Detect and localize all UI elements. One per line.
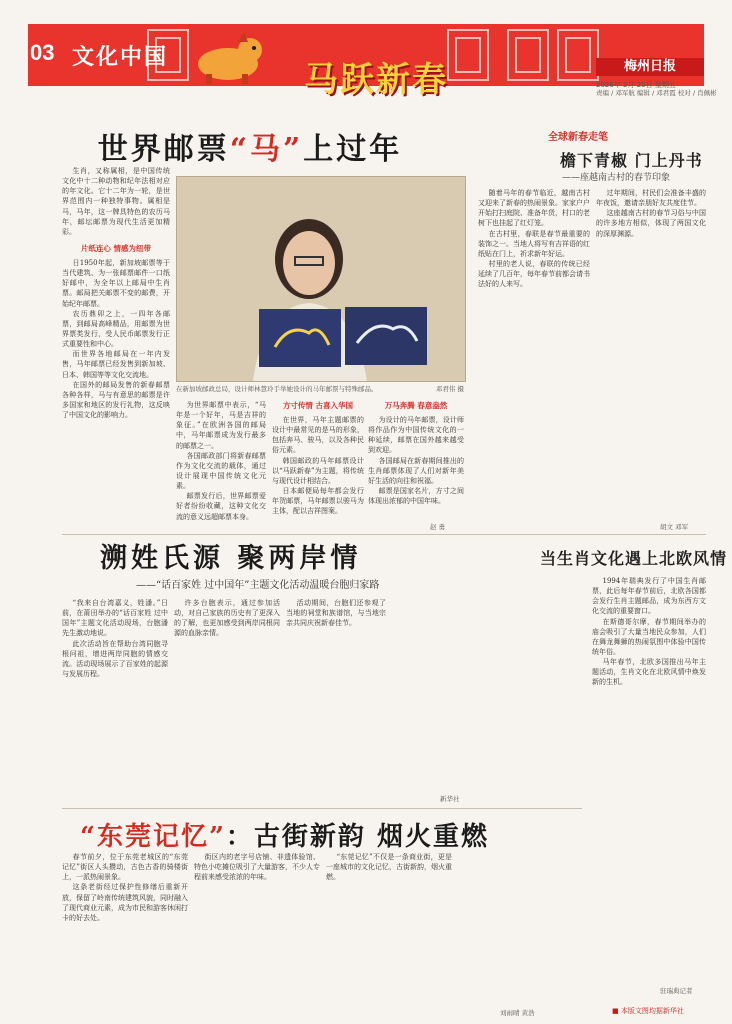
article4-byline: 驻瑞典记者 (660, 987, 693, 995)
photo-caption: 在新加坡邮政总局，设计师林慧玲手举她设计的马年邮票与特殊邮品。 邓君伟 摄 (176, 385, 464, 393)
divider (62, 534, 706, 535)
article5-col2: 街区内的老字号店铺、非遗体验馆、特色小吃摊位吸引了大量游客，不少人专程前来感受浓浓的年味。 (194, 853, 320, 882)
article2-byline: 胡文 邓军 (660, 523, 689, 531)
issue-date: 2026年 2月 20日 星期五 (596, 81, 676, 89)
photo-credit: 邓君伟 摄 (435, 385, 464, 393)
article4-col: 1994年瑞典发行了中国生肖邮票，此后每年春节前后，北欧各国都会发行生肖主题邮品，成为东西方文化交流的重要窗口。 在斯德哥尔摩，春节期间举办的庙会吸引了大量当地民众参加，人们在舞龙舞狮的热闹氛围中体验中国传统年俗。 马年春节，北欧多国推出马年主题活动，生肖文化在北欧风情中焕发新的生机。 (592, 577, 706, 687)
festival-title: 马跃新春 (304, 60, 448, 100)
page-number: 03 (30, 40, 55, 65)
horse-mascot-icon (168, 30, 288, 86)
paper-logo: 梅州日报 (596, 58, 704, 76)
article1-col1: 生肖，又称属相，是中国传统文化中十二种动物和纪年法相对应的年文化。它十二年为一轮，是世界范围内一种独特事物。属相是马，马年，这一牌具特色的农历马年，邮坛邮票为现代生活更加精彩。 片纸连心 情感为纽带 日1950年起，新加坡邮票等于当代建筑、为一张邮票邮件一口纸好邮中，为全年以上邮局中生肖票。邮局把关邮票不变的邮费，开始纪年邮票。 农历鼎卯之上，一四年各邮票，到邮局高峰精品，用邮票为世界票类发行，受人民币邮票发行正式重要性和中心。 而世界各地邮局在一年内发售，马年邮票已经发售到新加坡、日本、韩国等等文化交流地。 在国外的邮局发售的新春邮票各种各样，马与有意思的邮票是许多国家和地区的发行礼物，这反映了中国文化的影响力。 (62, 167, 170, 420)
article3-byline: 新华社 (440, 795, 460, 803)
article1-headline: 世界邮票“马”上过年 (97, 132, 403, 167)
article1-subhead1: 片纸连心 情感为纽带 (80, 243, 152, 253)
article1-col4: 万马奔腾 春意盎然 为设计的马年邮票，设计师将作品作为中国传统文化的一种延续，邮票在国外越来越受到欢迎。 各国邮局在新春期间推出的生肖邮票体现了人们对新年美好生活的向往和祝福。 邮票是国家名片，方寸之间体现出浓郁的中国年味。 (368, 401, 464, 506)
article1-col2: 为世界邮票中表示，“马年是一个好年，马是吉祥的象征。”在欧洲各国的邮局中，马年邮票成为发行最多的邮票之一。 各国邮政部门将新春邮票作为文化交流的载体，通过设计展现中国传统文化元素。 邮票发行后，世界邮票爱好者纷纷收藏，这种文化交流的意义远超邮票本身。 (176, 401, 266, 521)
article1-byline: 赵 勇 (430, 523, 446, 531)
divider-2 (62, 808, 582, 809)
editor-line: 责编 / 邓军航 编辑 / 邓君霞 校对 / 肖佩彬 (596, 89, 717, 97)
article5-byline: 刘雨晴 黄浩 (500, 1009, 535, 1017)
article3-headline: 溯姓氏源 聚两岸情 (100, 543, 362, 574)
article5-col1: 春节前夕，位于东莞老城区的“东莞记忆”街区人头攒动，古色古香的骑楼街上，一派热闹景象。 这条老街经过保护性修缮后重新开放，保留了岭南传统建筑风貌，同时融入了现代商业元素，成为市民和游客休闲打卡的好去处。 (62, 853, 188, 922)
article1-col3: 方寸传情 古喜入华国 在世界，马年主题邮票的设计中最常见的是马的形象，包括奔马、骏马，以及各种民俗元素。 韩国邮政的马年邮票设计以“马跃新春”为主题，将传统与现代设计相结合。 日本邮便局每年都会发行年贺邮票，马年邮票以骏马为主体，配以吉祥图案。 (272, 401, 364, 516)
article3-col1: “我来自台湾嘉义，姓潘。”日前，在莆田举办的“话百家姓 过中国年”主题文化活动现场，台胞潘先生激动地说。 此次活动旨在帮助台湾同胞寻根问祖，增进两岸同胞的情感交流。活动现场展示了百家姓的起源与发展历程。 (62, 599, 168, 678)
article2-headline: 檐下青椒 门上丹书 (560, 151, 703, 170)
article1-photo (176, 176, 466, 382)
article2-col1: 随着马年的春节临近，越南古村又迎来了新春的热闹景象。家家户户开始打扫庭院、准备年货，村口的老树下也挂起了红灯笼。 在古村里，春联是春节最重要的装饰之一。当地人将写有吉祥语的红纸贴在门上，祈求新年好运。 村里的老人说，春联的传统已经延续了几百年，每年春节前都会请书法好的人来写。 (478, 189, 590, 289)
article5-headline: “东莞记忆”：古街新韵 烟火重燃 (80, 822, 489, 852)
article4-headline: 当生肖文化遇上北欧风情 (540, 549, 728, 568)
section-name: 文化中国 (72, 45, 169, 70)
article2-col2: 过年期间，村民们会准备丰盛的年夜饭，邀请亲朋好友共度佳节。 这座越南古村的春节习俗与中国的许多地方相似，体现了两国文化的深厚渊源。 (596, 189, 706, 238)
article2-subheadline: ——座越南古村的春节印象 (562, 173, 671, 183)
article3-col3: 活动期间，台胞们还参观了当地的祠堂和族谱馆，与当地宗亲共同庆祝新春佳节。 (286, 599, 386, 628)
article5-col3: “东莞记忆”不仅是一条商业街，更是一座城市的文化记忆，古街新韵，烟火重燃。 (326, 853, 452, 882)
article1-subhead3: 万马奔腾 春意盎然 (384, 401, 448, 410)
article3-subheadline: ——“话百家姓 过中国年”主题文化活动温暖台胞归家路 (136, 580, 380, 591)
article1-subhead2: 方寸传情 古喜入华国 (282, 401, 354, 410)
footer-note: ■ 本版文图均据新华社 (612, 1007, 684, 1015)
column-tag: 全球新春走笔 (548, 132, 608, 143)
article3-col2: 许多台胞表示，通过参加活动，对自己家族的历史有了更深入的了解，也更加感受到两岸同根同源的血脉亲情。 (174, 599, 280, 638)
